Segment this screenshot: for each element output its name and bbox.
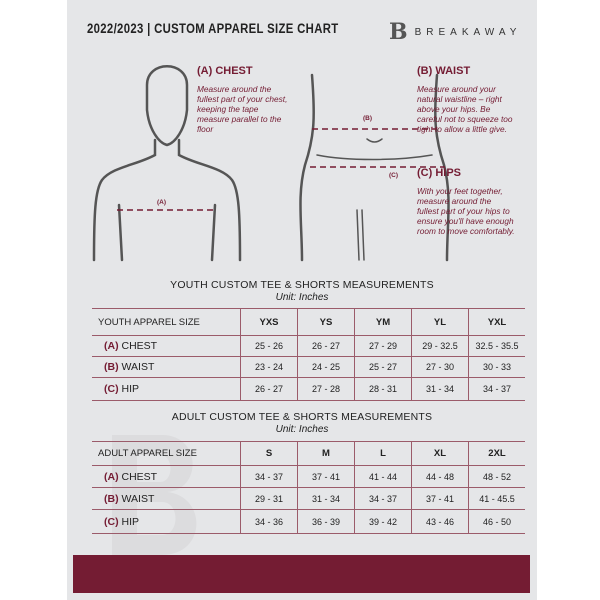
- shoulders-outline: [94, 140, 240, 260]
- cell: 48 - 52: [469, 466, 526, 488]
- table-row: [92, 357, 525, 378]
- youth-size-table: [92, 308, 525, 401]
- hips-heading: (C) HIPS: [417, 167, 461, 179]
- table-row: [92, 378, 525, 401]
- adult-section-title: ADULT CUSTOM TEE & SHORTS MEASUREMENTS: [171, 411, 433, 423]
- size-header: YXS: [241, 309, 298, 336]
- size-header: YM: [355, 309, 412, 336]
- size-header: 2XL: [469, 442, 526, 466]
- page-title: 2022/2023 | CUSTOM APPAREL SIZE CHART: [87, 21, 339, 36]
- cell: 46 - 50: [469, 510, 526, 534]
- cell: 24 - 25: [298, 357, 355, 378]
- footer-bar: [73, 555, 530, 593]
- cell: 25 - 27: [355, 357, 412, 378]
- youth-unit: Unit: Inches: [275, 292, 329, 303]
- table-header-row: [92, 309, 525, 336]
- brand-logo: [389, 19, 521, 45]
- cell: 44 - 48: [412, 466, 469, 488]
- cell: 34 - 36: [241, 510, 298, 534]
- cell: 27 - 29: [355, 336, 412, 357]
- cell: 27 - 28: [298, 378, 355, 401]
- table-row: [92, 336, 525, 357]
- size-header: YL: [412, 309, 469, 336]
- cell: 34 - 37: [355, 488, 412, 510]
- row-label: (B) WAIST: [92, 357, 241, 378]
- row-label: (A) CHEST: [92, 336, 241, 357]
- chest-instructions: Measure around the fullest part of your chest, keeping the tape measure parallel to the floor: [197, 84, 288, 134]
- cell: 30 - 33: [469, 357, 526, 378]
- cell: 29 - 32.5: [412, 336, 469, 357]
- cell: 31 - 34: [298, 488, 355, 510]
- cell: 41 - 44: [355, 466, 412, 488]
- size-header: XL: [412, 442, 469, 466]
- cell: 37 - 41: [298, 466, 355, 488]
- cell: 32.5 - 35.5: [469, 336, 526, 357]
- hip-marker: (C): [389, 172, 399, 179]
- size-header: M: [298, 442, 355, 466]
- row-label: (A) CHEST: [92, 466, 241, 488]
- cell: 34 - 37: [469, 378, 526, 401]
- cell: 36 - 39: [298, 510, 355, 534]
- table-row: [92, 488, 525, 510]
- cell: 25 - 26: [241, 336, 298, 357]
- chest-heading: (A) CHEST: [197, 65, 253, 77]
- table-row: [92, 466, 525, 488]
- cell: 29 - 31: [241, 488, 298, 510]
- cell: 34 - 37: [241, 466, 298, 488]
- cell: 31 - 34: [412, 378, 469, 401]
- cell: 43 - 46: [412, 510, 469, 534]
- adult-header-label: ADULT APPAREL SIZE: [92, 442, 241, 466]
- row-label: (C) HIP: [92, 510, 241, 534]
- head-outline: [147, 66, 187, 145]
- waist-instructions: Measure around your natural waistline – right above your hips. Be careful not to squeeze too tight to allow a little give.: [417, 84, 513, 134]
- cell: 23 - 24: [241, 357, 298, 378]
- cell: 28 - 31: [355, 378, 412, 401]
- adult-size-table: [92, 441, 525, 534]
- table-row: [92, 510, 525, 534]
- brand-name: BREAKAWAY: [414, 26, 522, 38]
- cell: 39 - 42: [355, 510, 412, 534]
- cell: 26 - 27: [298, 336, 355, 357]
- youth-header-label: YOUTH APPAREL SIZE: [92, 309, 241, 336]
- size-header: L: [355, 442, 412, 466]
- youth-section-title: YOUTH CUSTOM TEE & SHORTS MEASUREMENTS: [170, 279, 434, 291]
- row-label: (B) WAIST: [92, 488, 241, 510]
- adult-unit: Unit: Inches: [275, 424, 329, 435]
- cell: 26 - 27: [241, 378, 298, 401]
- cell: 41 - 45.5: [469, 488, 526, 510]
- hips-instructions: With your feet together, measure around the fullest part of your hips to ensure you'll have enough room to move comfortably.: [417, 186, 515, 236]
- cell: 27 - 30: [412, 357, 469, 378]
- size-header: YXL: [469, 309, 526, 336]
- cell: 37 - 41: [412, 488, 469, 510]
- size-header: S: [241, 442, 298, 466]
- waist-marker: (B): [363, 115, 373, 122]
- size-chart-page: [67, 0, 537, 600]
- row-label: (C) HIP: [92, 378, 241, 401]
- waist-heading: (B) WAIST: [417, 65, 471, 77]
- size-header: YS: [298, 309, 355, 336]
- logo-mark: B: [389, 19, 408, 45]
- table-header-row: [92, 442, 525, 466]
- chest-marker: (A): [157, 199, 167, 206]
